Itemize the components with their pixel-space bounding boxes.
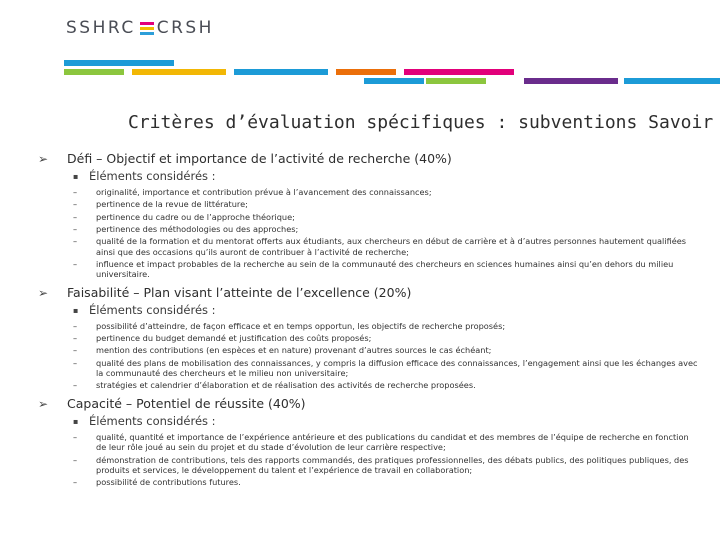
list-item xyxy=(38,432,700,453)
arrow-bullet-icon: ➢ xyxy=(38,152,49,166)
stripe xyxy=(234,69,328,75)
arrow-bullet-icon: ➢ xyxy=(38,285,49,300)
list-item xyxy=(38,321,700,332)
section-heading xyxy=(38,152,700,166)
decorative-color-stripes xyxy=(64,60,720,84)
section-heading-text: Faisabilité – Plan visant l’atteinte de l’excellence (20%) xyxy=(67,284,412,300)
sub-heading-text: Éléments considérés : xyxy=(89,413,216,428)
stripe xyxy=(524,78,618,84)
page-title: Critères d’évaluation spécifiques : subventions Savoir xyxy=(128,112,714,133)
list-item-text: pertinence de la revue de littérature; xyxy=(96,199,248,210)
list-item xyxy=(38,187,700,198)
dash-bullet-icon: – xyxy=(73,357,78,368)
section-heading-text: Défi – Objectif et importance de l’activité de recherche (40%) xyxy=(67,151,452,166)
sshrc-crsh-logo xyxy=(66,18,214,38)
list-item-text: possibilité d’atteindre, de façon efficace et en temps opportun, les objectifs de recherche proposés; xyxy=(96,320,506,331)
dash-bullet-icon: – xyxy=(73,211,78,222)
list-item xyxy=(38,212,700,223)
sub-heading xyxy=(38,304,700,317)
section-heading-text: Capacité – Potentiel de réussite (40%) xyxy=(67,395,306,411)
list-item-text: stratégies et calendrier d’élaboration et de réalisation des activités de recherche proposées. xyxy=(96,380,476,391)
stripe xyxy=(64,69,124,75)
section-faisabilite xyxy=(38,286,700,391)
stripe xyxy=(404,69,514,75)
list-item-text: possibilité de contributions futures. xyxy=(96,477,241,488)
section-heading xyxy=(38,286,700,300)
dash-bullet-icon: – xyxy=(73,320,78,331)
list-item xyxy=(38,259,700,280)
section-capacite xyxy=(38,397,700,488)
dash-bullet-icon: – xyxy=(73,477,78,488)
sub-heading xyxy=(38,415,700,428)
dash-bullet-icon: – xyxy=(73,454,78,465)
square-bullet-icon: ▪ xyxy=(73,305,79,315)
list-item xyxy=(38,477,700,488)
dash-bullet-icon: – xyxy=(73,223,78,234)
list-item xyxy=(38,333,700,344)
sub-heading xyxy=(38,170,700,183)
list-item-text: pertinence des méthodologies ou des approches; xyxy=(96,223,299,234)
section-heading xyxy=(38,397,700,411)
logo-bar-yellow xyxy=(140,27,154,30)
list-item xyxy=(38,358,700,379)
dash-bullet-icon: – xyxy=(73,380,78,391)
sub-heading-text: Éléments considérés : xyxy=(89,302,216,317)
dash-bullet-icon: – xyxy=(73,345,78,356)
list-item xyxy=(38,455,700,476)
list-item xyxy=(38,380,700,391)
arrow-bullet-icon: ➢ xyxy=(38,396,49,411)
stripe xyxy=(426,78,486,84)
stripe xyxy=(624,78,720,84)
stripe xyxy=(364,78,424,84)
dash-bullet-icon: – xyxy=(73,199,78,210)
dash-bullet-icon: – xyxy=(73,431,78,442)
dash-bullet-icon: – xyxy=(73,258,78,269)
stripe xyxy=(336,69,396,75)
logo-text-left: SSHRC xyxy=(66,18,136,38)
stripe xyxy=(132,69,226,75)
logo-bar-blue xyxy=(140,32,154,35)
list-item xyxy=(38,224,700,235)
criteria-list xyxy=(38,187,700,280)
logo-bar-magenta xyxy=(140,22,154,25)
list-item-text: qualité, quantité et importance de l’expérience antérieure et des publications du candidat et des membres de l’équipe de recherche en fonction de leur rôle joué au sein du projet et du stade d’évolution de leur carrière respective; xyxy=(96,431,689,453)
list-item xyxy=(38,199,700,210)
square-bullet-icon: ▪ xyxy=(73,172,79,181)
list-item-text: mention des contributions (en espèces et en nature) provenant d’autres sources le cas échéant; xyxy=(96,345,492,356)
list-item-text: qualité des plans de mobilisation des connaissances, y compris la diffusion efficace des connaissances, l’engagement ainsi que les échanges avec la communauté des chercheurs et le milieu non universitaire; xyxy=(96,357,698,379)
list-item-text: démonstration de contributions, tels des rapports commandés, des pratiques professionnelles, des débats publics, des politiques publiques, des produits et services, le développement du talent et l’expérience de travail en collaboration; xyxy=(96,454,689,476)
dash-bullet-icon: – xyxy=(73,236,78,247)
list-item-text: pertinence du budget demandé et justification des coûts proposés; xyxy=(96,333,372,344)
list-item xyxy=(38,236,700,257)
list-item-text: originalité, importance et contribution prévue à l’avancement des connaissances; xyxy=(96,187,432,197)
criteria-list xyxy=(38,432,700,488)
stripe xyxy=(64,60,174,66)
dash-bullet-icon: – xyxy=(73,187,78,197)
dash-bullet-icon: – xyxy=(73,333,78,344)
logo-text-right: CRSH xyxy=(156,18,214,38)
list-item xyxy=(38,345,700,356)
list-item-text: pertinence du cadre ou de l’approche théorique; xyxy=(96,211,295,222)
criteria-content xyxy=(38,152,700,490)
section-defi xyxy=(38,152,700,280)
list-item-text: qualité de la formation et du mentorat offerts aux étudiants, aux chercheurs en début de carrière et à d’autres personnes hautement qualifiées ainsi que des occasions qu’ils auront de contribuer à l’activité de recherche; xyxy=(96,236,687,257)
list-item-text: influence et impact probables de la recherche au sein de la communauté des chercheurs en sciences humaines ainsi qu’en dehors du milieu universitaire. xyxy=(96,258,674,280)
sub-heading-text: Éléments considérés : xyxy=(89,169,216,183)
logo-color-mark xyxy=(140,22,154,35)
square-bullet-icon: ▪ xyxy=(73,416,79,426)
criteria-list xyxy=(38,321,700,391)
